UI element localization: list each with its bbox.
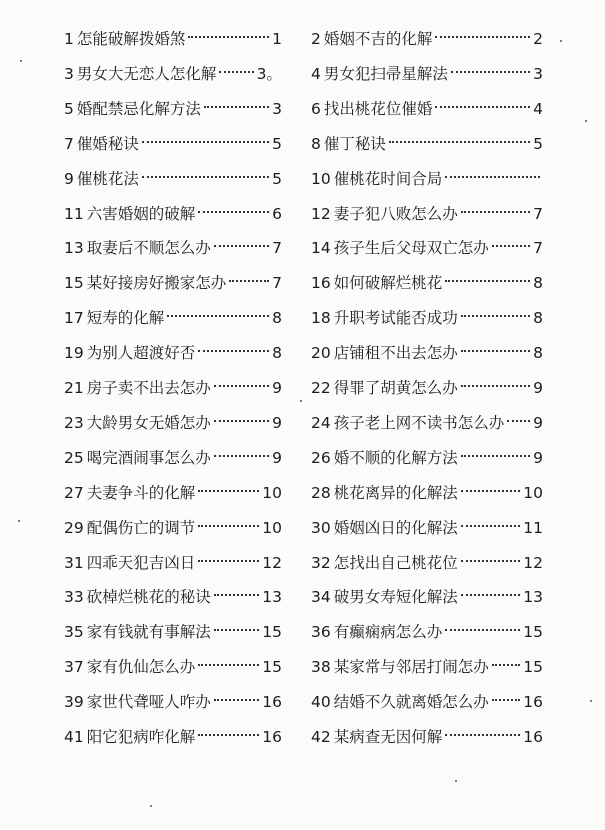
scan-speck	[300, 400, 302, 402]
toc-entry-title: 破男女寿短化解法	[333, 588, 458, 607]
toc-entry	[311, 480, 543, 506]
toc-entry-number: 37	[64, 658, 84, 677]
toc-entry-number: 30	[311, 518, 331, 537]
toc-entry	[311, 270, 543, 296]
toc-entry-number: 4	[311, 64, 321, 83]
toc-leader-dots	[389, 141, 530, 143]
toc-leader-dots	[167, 315, 269, 317]
toc-entry-title: 如何破解烂桃花	[333, 274, 443, 293]
toc-leader-dots	[214, 245, 269, 247]
toc-entry-number: 36	[311, 623, 331, 642]
toc-entry	[311, 305, 543, 331]
toc-entry	[311, 550, 543, 576]
toc-entry-number: 24	[311, 413, 331, 432]
toc-entry	[64, 550, 282, 576]
toc-entry-page: 1	[272, 30, 282, 48]
toc-entry-title: 男女大无恋人怎化解	[76, 64, 217, 83]
toc-entry-page: 16	[262, 693, 282, 712]
toc-entry-title: 家世代聋哑人咋办	[86, 693, 211, 712]
toc-leader-dots	[198, 211, 269, 213]
toc-entry-page: 7	[533, 204, 543, 223]
toc-entry-number: 2	[311, 30, 321, 48]
toc-entry	[64, 26, 282, 52]
toc-leader-dots	[461, 211, 530, 213]
toc-leader-dots	[492, 699, 521, 701]
toc-entry-number: 41	[64, 728, 84, 746]
toc-entry-title: 婚配禁忌化解方法	[76, 99, 201, 118]
toc-entry-page: 8	[533, 309, 543, 328]
toc-entry-number: 7	[64, 134, 74, 153]
toc-entry-number: 17	[64, 309, 84, 328]
toc-entry-title: 六害婚姻的破解	[86, 204, 196, 223]
toc-entry-title: 桃花离异的化解法	[333, 483, 458, 502]
toc-leader-dots	[214, 385, 269, 387]
toc-leader-dots	[198, 560, 259, 562]
toc-leader-dots	[142, 141, 269, 143]
toc-entry-page: 5	[533, 134, 543, 153]
toc-entry-title: 店铺租不出去怎办	[333, 344, 458, 363]
toc-leader-dots	[142, 176, 269, 178]
toc-leader-dots	[445, 176, 540, 178]
toc-entry-page: 16	[523, 728, 543, 746]
toc-leader-dots	[229, 280, 269, 282]
toc-leader-dots	[461, 525, 521, 527]
toc-entry-number: 38	[311, 658, 331, 677]
toc-entry-title: 怎找出自己桃花位	[333, 553, 458, 572]
toc-entry	[64, 340, 282, 366]
toc-entry-title: 找出桃花位催婚	[323, 99, 433, 118]
toc-entry-number: 22	[311, 379, 331, 397]
toc-entry	[311, 724, 543, 750]
toc-entry	[311, 584, 543, 610]
toc-leader-dots	[445, 629, 520, 631]
toc-leader-dots	[198, 664, 259, 666]
toc-entry-page: 7	[272, 274, 282, 293]
toc-leader-dots	[461, 455, 530, 457]
toc-entry-page: 9	[533, 379, 543, 397]
toc-leader-dots	[507, 420, 530, 422]
toc-entry-page: 5	[272, 169, 282, 188]
toc-entry-title: 家有钱就有事解法	[86, 623, 211, 642]
toc-entry-title: 催桃花时间合局	[333, 169, 443, 188]
toc-entry-page: 15	[262, 623, 282, 642]
toc-entry-title: 催丁秘诀	[323, 134, 386, 153]
toc-entry	[311, 96, 543, 122]
toc-entry-title: 取妻后不顺怎么办	[86, 239, 211, 258]
toc-leader-dots	[198, 525, 259, 527]
toc-entry	[64, 96, 282, 122]
toc-entry-page: 16	[262, 728, 282, 746]
toc-entry-page: 9	[272, 379, 282, 397]
toc-entry-page: 13	[523, 588, 543, 607]
toc-entry	[311, 410, 543, 436]
toc-entry-number: 6	[311, 99, 321, 118]
toc-entry-page: 8	[533, 274, 543, 293]
toc-entry-title: 孩子老上网不读书怎么办	[333, 413, 505, 432]
toc-entry-title: 四乖天犯吉凶日	[86, 553, 196, 572]
toc-entry	[311, 131, 543, 157]
toc-entry-number: 28	[311, 483, 331, 502]
toc-entry-page: 10	[523, 483, 543, 502]
toc-leader-dots	[492, 664, 521, 666]
toc-entry-number: 11	[64, 204, 84, 223]
toc-leader-dots	[214, 699, 260, 701]
scan-speck	[20, 60, 22, 62]
scan-speck	[560, 40, 562, 42]
toc-entry-title: 夫妻争斗的化解	[86, 483, 196, 502]
toc-entry-title: 孩子生后父母双亡怎办	[333, 239, 489, 258]
scan-speck	[585, 120, 587, 122]
toc-entry-page: 9	[533, 413, 543, 432]
toc-entry-number: 13	[64, 239, 84, 258]
toc-entry-page: 7	[533, 239, 543, 258]
toc-entry-title: 催桃花法	[76, 169, 139, 188]
toc-entry-page: 2	[533, 30, 543, 48]
toc-entry-title: 阳它犯病咋化解	[86, 728, 196, 746]
toc-entry-number: 40	[311, 693, 331, 712]
toc-leader-dots	[445, 734, 520, 736]
toc-entry	[311, 654, 543, 680]
toc-entry	[64, 270, 282, 296]
toc-entry	[64, 410, 282, 436]
toc-entry-number: 19	[64, 344, 84, 363]
toc-entry	[64, 724, 282, 750]
toc-entry-number: 10	[311, 169, 331, 188]
toc-entry-title: 大龄男女无婚怎办	[86, 413, 211, 432]
toc-entry-number: 31	[64, 553, 84, 572]
toc-leader-dots	[204, 106, 269, 108]
toc-entry-page: 10	[262, 518, 282, 537]
toc-entry	[64, 689, 282, 715]
toc-entry-page: 8	[272, 309, 282, 328]
toc-entry-number: 12	[311, 204, 331, 223]
scan-speck	[18, 520, 20, 522]
toc-leader-dots	[461, 350, 530, 352]
toc-entry	[311, 201, 543, 227]
toc-entry-page: 12	[262, 553, 282, 572]
toc-entry-number: 21	[64, 379, 84, 397]
toc-entry	[311, 340, 543, 366]
toc-entry-title: 男女犯扫帚星解法	[323, 64, 448, 83]
toc-entry-title: 结婚不久就离婚怎么办	[333, 693, 489, 712]
toc-entry-page: 10	[262, 483, 282, 502]
toc-entry-page: 8	[272, 344, 282, 363]
toc-leader-dots	[461, 490, 521, 492]
toc-entry	[64, 131, 282, 157]
toc-entry	[311, 375, 543, 401]
scan-speck	[590, 700, 592, 702]
toc-entry	[311, 61, 543, 87]
toc-entry-number: 8	[311, 134, 321, 153]
toc-entry	[64, 445, 282, 471]
toc-entry-page: 12	[523, 553, 543, 572]
toc-leader-dots	[435, 36, 530, 38]
scan-speck	[150, 805, 152, 807]
toc-entry-page: 9	[272, 413, 282, 432]
scan-speck	[455, 780, 457, 782]
toc-entry	[64, 61, 282, 87]
toc-entry-title: 配偶伤亡的调节	[86, 518, 196, 537]
toc-entry	[64, 619, 282, 645]
toc-entry-number: 35	[64, 623, 84, 642]
toc-entry	[64, 654, 282, 680]
toc-entry-title: 怎能破解拨婚煞	[76, 30, 186, 48]
toc-entry-number: 39	[64, 693, 84, 712]
toc-leader-dots	[214, 594, 260, 596]
toc-leader-dots	[214, 629, 260, 631]
toc-entry-number: 5	[64, 99, 74, 118]
toc-entry-page: 6	[272, 204, 282, 223]
toc-entry-title: 某病查无因何解	[333, 728, 443, 746]
toc-entry-number: 34	[311, 588, 331, 607]
toc-entry-page: 11	[523, 518, 543, 537]
toc-entry-title: 房子卖不出去怎办	[86, 379, 211, 397]
toc-entry-title: 升职考试能否成功	[333, 309, 458, 328]
toc-entry-page: 13	[262, 588, 282, 607]
toc-entry-title: 家有仇仙怎么办	[86, 658, 196, 677]
toc-entry-page: 9	[272, 448, 282, 467]
toc-entry-title: 为别人超渡好否	[86, 344, 196, 363]
toc-leader-dots	[445, 280, 530, 282]
toc-entry-number: 42	[311, 728, 331, 746]
toc-leader-dots	[198, 490, 259, 492]
toc-entry	[311, 515, 543, 541]
toc-entry-title: 喝完酒闹事怎么办	[86, 448, 211, 467]
toc-entry-number: 18	[311, 309, 331, 328]
toc-entry	[64, 201, 282, 227]
toc-entry-title: 婚姻不吉的化解	[323, 30, 433, 48]
toc-entry-page: 7	[272, 239, 282, 258]
toc-entry-page: 4	[533, 99, 543, 118]
toc-entry	[64, 375, 282, 401]
toc-entry	[64, 305, 282, 331]
toc-entry-title: 婚不顺的化解方法	[333, 448, 458, 467]
toc-leader-dots	[461, 594, 521, 596]
toc-entry-page: 3	[533, 64, 543, 83]
toc-entry	[64, 235, 282, 261]
toc-entry-number: 15	[64, 274, 84, 293]
toc-entry	[311, 166, 543, 192]
toc-entry-title: 催婚秘诀	[76, 134, 139, 153]
toc-entry-title: 砍棹烂桃花的秘诀	[86, 588, 211, 607]
toc-entry-number: 25	[64, 448, 84, 467]
toc-entry-page: 15	[523, 658, 543, 677]
toc-leader-dots	[219, 71, 253, 73]
toc-leader-dots	[214, 455, 269, 457]
toc-entry-page: 3。	[256, 64, 282, 83]
toc-entry	[64, 584, 282, 610]
toc-leader-dots	[188, 36, 269, 38]
toc-entry-page: 15	[523, 623, 543, 642]
toc-leader-dots	[492, 245, 530, 247]
toc-entry-title: 某好接房好搬家怎办	[86, 274, 227, 293]
toc-entry-number: 3	[64, 64, 74, 83]
toc-entry-page: 8	[533, 344, 543, 363]
toc-entry-title: 妻子犯八败怎么办	[333, 204, 458, 223]
toc-entry-number: 26	[311, 448, 331, 467]
toc-leader-dots	[461, 385, 530, 387]
toc-entry-title: 有癫痫病怎么办	[333, 623, 443, 642]
toc-leader-dots	[198, 350, 269, 352]
toc-entry-title: 短寿的化解	[86, 309, 165, 328]
toc-entry-number: 20	[311, 344, 331, 363]
toc-entry	[311, 235, 543, 261]
toc-leader-dots	[198, 734, 259, 736]
toc-entry-number: 23	[64, 413, 84, 432]
toc-entry	[311, 689, 543, 715]
toc-entry-title: 某家常与邻居打闹怎办	[333, 658, 489, 677]
toc-entry-number: 14	[311, 239, 331, 258]
toc-entry-number: 29	[64, 518, 84, 537]
toc-entry-page: 15	[262, 658, 282, 677]
toc-entry	[311, 26, 543, 52]
toc-entry-page: 16	[523, 693, 543, 712]
toc-leader-dots	[435, 106, 530, 108]
toc-leader-dots	[451, 71, 530, 73]
toc-entry-number: 9	[64, 169, 74, 188]
toc-leader-dots	[214, 420, 269, 422]
toc-entry-number: 27	[64, 483, 84, 502]
toc-entry	[64, 515, 282, 541]
toc-entry-page: 9	[533, 448, 543, 467]
toc-entry	[64, 166, 282, 192]
toc-entry	[311, 619, 543, 645]
toc-entry-number: 16	[311, 274, 331, 293]
toc-entry-number: 33	[64, 588, 84, 607]
toc-entry-title: 得罪了胡黄怎么办	[333, 379, 458, 397]
toc-entry-title: 婚姻凶日的化解法	[333, 518, 458, 537]
toc-entry	[311, 445, 543, 471]
toc-leader-dots	[461, 315, 530, 317]
toc-entry-number: 1	[64, 30, 74, 48]
toc-leader-dots	[461, 560, 521, 562]
toc-entry	[64, 480, 282, 506]
toc-entry-page: 3	[272, 99, 282, 118]
toc-entry-page: 5	[272, 134, 282, 153]
toc-entry-number: 32	[311, 553, 331, 572]
